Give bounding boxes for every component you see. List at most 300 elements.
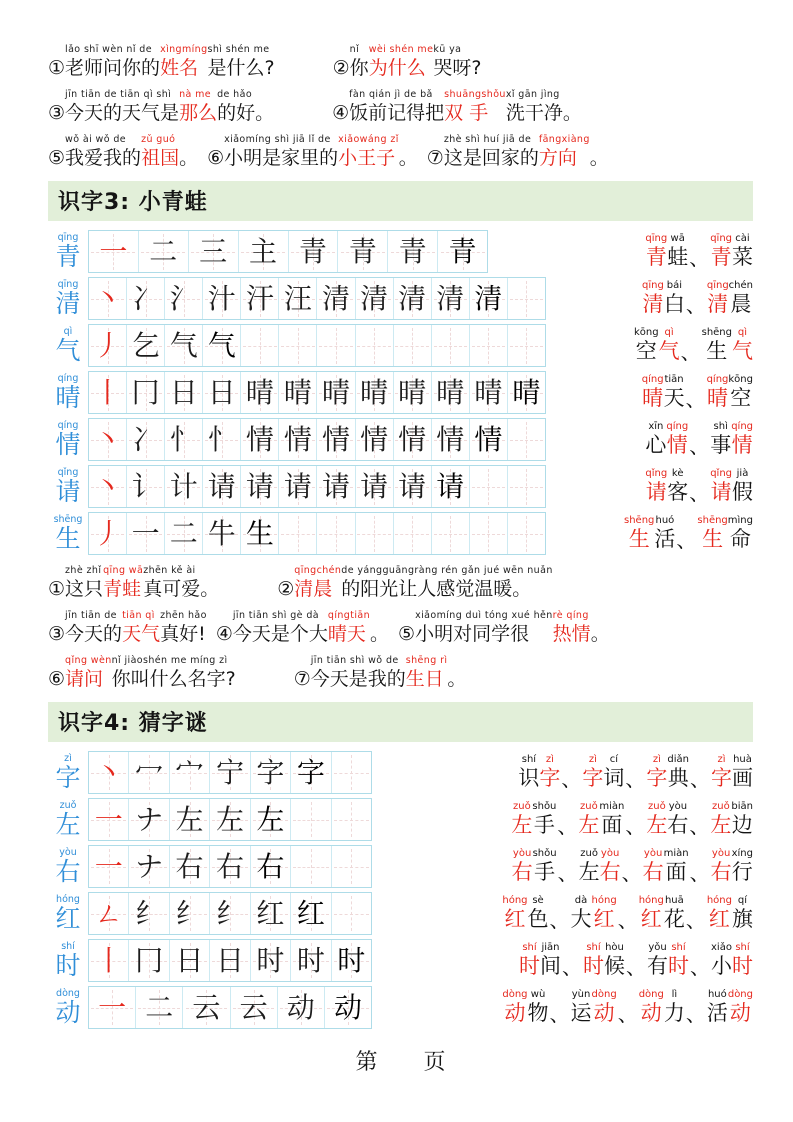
char-label-char: 红	[55, 903, 81, 933]
stroke-cell	[165, 325, 203, 366]
word-pinyin: biān	[731, 800, 753, 812]
stroke-glyph: 左	[175, 802, 204, 836]
sentence-number: ⑤	[398, 622, 416, 645]
stroke-cell	[89, 325, 127, 366]
stroke-cell	[241, 419, 279, 460]
word-pinyin: huó	[707, 988, 727, 1000]
word-pinyin: dòng	[502, 988, 528, 1000]
char-label	[48, 233, 88, 270]
stroke-cell	[129, 940, 169, 981]
word-pinyin: shí	[521, 753, 537, 765]
word-text: 白	[663, 292, 685, 317]
sentence-text: 的好。	[217, 101, 275, 124]
stroke-cell	[279, 419, 317, 460]
stroke-cell	[508, 372, 545, 413]
word-pinyin: yòu	[512, 847, 532, 859]
stroke-grid	[88, 986, 372, 1029]
sentence-group-b	[48, 565, 753, 692]
stroke-grid	[88, 371, 546, 414]
stroke-cell	[356, 466, 394, 507]
pinyin-text: wǒ ài wǒ de	[65, 133, 127, 145]
stroke-glyph: 字	[296, 755, 325, 789]
word-list	[634, 327, 753, 365]
stroke-cell	[241, 325, 279, 366]
word-text: 气	[732, 339, 753, 364]
word-text: 字	[711, 765, 732, 790]
word-char	[645, 468, 667, 506]
sentence-text: 我爱我的	[65, 146, 142, 169]
word-char	[702, 327, 732, 365]
stroke-cell	[127, 278, 165, 319]
sentence-segment	[506, 89, 582, 126]
stroke-glyph: 丨	[93, 375, 122, 409]
stroke-cell	[89, 513, 127, 554]
word-pinyin: shì	[713, 421, 728, 433]
word-char	[533, 848, 557, 886]
stroke-cell	[394, 419, 432, 460]
word-char	[728, 374, 753, 412]
sentence-segment	[350, 44, 369, 81]
char-label-pinyin: qīng	[57, 279, 79, 291]
word-pinyin: shí	[586, 941, 601, 953]
stroke-glyph: 讠	[131, 469, 160, 503]
word-text: 运	[570, 1000, 592, 1025]
sentence	[398, 610, 610, 647]
stroke-cell	[356, 372, 394, 413]
word-char	[732, 942, 753, 980]
word-pinyin: hóng	[706, 894, 732, 906]
stroke-glyph: 日	[207, 375, 236, 409]
stroke-cell	[332, 752, 371, 793]
stroke-cell	[251, 799, 291, 840]
word-char	[731, 421, 753, 459]
char-label	[48, 848, 88, 885]
word-char	[519, 942, 540, 980]
sentence-segment	[65, 655, 112, 692]
word-char	[697, 515, 727, 553]
word-char	[659, 327, 680, 365]
word-item	[624, 515, 675, 553]
stroke-cell	[332, 940, 371, 981]
stroke-cell	[165, 513, 203, 554]
sentence-segment	[349, 89, 444, 126]
stroke-cell	[356, 278, 394, 319]
char-label-char: 清	[55, 289, 81, 319]
word-pinyin: mìng	[727, 515, 753, 527]
word-char	[668, 942, 689, 980]
stroke-cell	[508, 419, 545, 460]
word-text: 蛙	[667, 245, 689, 270]
stroke-cell	[317, 278, 355, 319]
word-char	[604, 942, 625, 980]
word-text: 动	[640, 1000, 662, 1025]
word-char	[592, 895, 617, 933]
word-pinyin: diǎn	[667, 753, 689, 765]
pinyin-text: fàn qián jì de bǎ	[349, 88, 433, 100]
word-char	[732, 233, 753, 271]
sentence-segment	[433, 44, 481, 81]
word-char	[583, 942, 604, 980]
stroke-cell	[291, 799, 331, 840]
stroke-cell	[470, 372, 508, 413]
stroke-cell	[356, 419, 394, 460]
stroke-grid	[88, 939, 372, 982]
char-row	[48, 230, 753, 274]
word-text: 色	[527, 906, 549, 931]
word-pinyin: zuǒ	[580, 847, 598, 859]
sentence-text: 。	[447, 667, 467, 690]
char-row	[48, 418, 753, 462]
word-char	[710, 468, 732, 506]
sentence-text: 小明对同学很	[415, 622, 530, 645]
stroke-glyph: 气	[207, 328, 236, 362]
pinyin-text: xǐ gān jìng	[505, 88, 560, 100]
word-pinyin: zì	[545, 753, 554, 765]
word-text: 力	[663, 1000, 685, 1025]
pinyin-text: wèi shén me	[368, 44, 434, 55]
word-text: 清	[707, 292, 729, 317]
stroke-glyph: 清	[474, 281, 503, 315]
stroke-cell	[317, 325, 355, 366]
sentence-segment	[65, 44, 160, 81]
stroke-cell	[89, 278, 127, 319]
word-pinyin: cí	[609, 753, 619, 765]
word-char	[579, 848, 600, 886]
sentence-text: 。	[398, 146, 418, 169]
sentence-segment	[143, 565, 219, 602]
sentence	[48, 655, 236, 692]
stroke-glyph: ナ	[135, 849, 164, 883]
pinyin-text: zǔ guó	[141, 133, 176, 145]
word-char	[711, 754, 732, 792]
stroke-cell	[470, 325, 508, 366]
stroke-cell	[210, 893, 250, 934]
stroke-cell	[325, 987, 371, 1028]
char-label-pinyin: dòng	[56, 987, 80, 999]
char-label-pinyin: qì	[63, 326, 73, 338]
stroke-glyph: 晴	[436, 375, 465, 409]
word-text: 左	[511, 812, 533, 837]
pinyin-text: kū ya	[433, 44, 462, 55]
word-char	[578, 801, 599, 839]
word-pinyin: qíng	[731, 421, 753, 433]
sentence	[332, 89, 582, 126]
word-char	[711, 942, 732, 980]
word-item	[645, 421, 688, 459]
sentence-line	[48, 44, 753, 81]
word-pinyin: chén	[728, 280, 753, 292]
pinyin-text: qǐng wèn	[65, 654, 112, 666]
pinyin-text: jīn tiān shì gè dà	[232, 609, 319, 621]
stroke-glyph: 动	[333, 990, 362, 1024]
char-label-pinyin: qǐng	[57, 467, 79, 479]
stroke-cell	[251, 893, 291, 934]
pinyin-text: zhè shì huí jiā de	[443, 133, 532, 145]
char-label-pinyin: shí	[61, 940, 75, 952]
stroke-glyph: 二	[149, 234, 178, 268]
stroke-glyph: 牛	[207, 516, 236, 550]
sentence-segment	[179, 146, 198, 171]
word-pinyin: yùn	[571, 988, 591, 1000]
stroke-cell	[165, 278, 203, 319]
word-pinyin: kōng	[728, 374, 753, 386]
stroke-cell	[231, 987, 278, 1028]
char-label-pinyin: yòu	[59, 846, 77, 858]
sentence-number: ④	[215, 622, 233, 645]
word-text: 左	[646, 812, 668, 837]
stroke-glyph: 二	[169, 516, 198, 550]
stroke-cell	[317, 372, 355, 413]
stroke-cell	[241, 278, 279, 319]
sentence-segment	[122, 610, 160, 647]
word-text: 右	[642, 859, 664, 884]
stroke-cell	[165, 372, 203, 413]
sentence-text: 双 手	[444, 101, 489, 124]
stroke-glyph: 冂	[135, 943, 164, 977]
pinyin-text: zhè zhǐ	[65, 564, 102, 576]
char-table-shizi3	[48, 230, 753, 556]
stroke-glyph: 请	[322, 469, 351, 503]
word-item	[646, 801, 688, 839]
sentence-text: 今天是我的	[310, 667, 406, 690]
sentence-segment	[590, 146, 609, 171]
word-pinyin: zuǒ	[712, 800, 730, 812]
sentence-line	[48, 134, 753, 171]
sentence-segment	[224, 134, 338, 171]
stroke-cell	[251, 846, 291, 887]
stroke-cell	[394, 513, 432, 554]
word-text: 右	[599, 859, 621, 884]
sentence-segment	[328, 610, 370, 647]
stroke-glyph: 情	[360, 422, 389, 456]
stroke-cell	[251, 940, 291, 981]
word-pinyin: xiǎo	[711, 941, 732, 953]
word-pinyin: jià	[736, 468, 749, 480]
char-label-pinyin: shēng	[53, 514, 83, 526]
word-item	[519, 942, 561, 980]
word-text: 活	[706, 1000, 728, 1025]
stroke-glyph: 一	[99, 234, 128, 268]
word-pinyin: dà	[574, 894, 588, 906]
stroke-grid	[88, 751, 372, 794]
stroke-cell	[129, 846, 169, 887]
word-pinyin: lì	[671, 988, 678, 1000]
char-label-char: 气	[55, 336, 81, 366]
stroke-cell	[317, 419, 355, 460]
stroke-glyph: 云	[192, 990, 221, 1024]
word-separator: 、	[549, 907, 570, 932]
sentence-number: ⑤	[48, 146, 66, 169]
word-char	[707, 280, 729, 318]
word-list	[645, 421, 753, 459]
word-separator: 、	[626, 954, 646, 979]
stroke-cell	[241, 372, 279, 413]
sentence-number: ②	[332, 56, 350, 79]
word-pinyin: hóng	[502, 894, 528, 906]
stroke-cell	[239, 231, 289, 272]
word-pinyin: sè	[532, 894, 544, 906]
stroke-glyph: 气	[169, 328, 198, 362]
sentence	[277, 565, 553, 602]
word-text: 右	[710, 859, 732, 884]
char-label-pinyin: qíng	[57, 420, 79, 432]
word-item	[707, 989, 753, 1027]
stroke-glyph: 丶	[93, 281, 122, 315]
word-char	[707, 895, 732, 933]
word-list	[642, 280, 753, 318]
stroke-cell	[203, 466, 241, 507]
word-char	[664, 280, 685, 318]
sentence-number: ①	[48, 577, 66, 600]
stroke-cell	[394, 325, 432, 366]
word-text: 行	[731, 859, 753, 884]
word-pinyin: miàn	[663, 847, 689, 859]
word-text: 面	[665, 859, 687, 884]
sentence	[48, 89, 274, 126]
stroke-glyph: 晴	[474, 375, 503, 409]
word-separator: 、	[690, 954, 710, 979]
word-item	[571, 989, 617, 1027]
stroke-cell	[356, 325, 394, 366]
char-row	[48, 371, 753, 415]
stroke-glyph: 情	[245, 422, 274, 456]
word-char	[664, 374, 685, 412]
word-text: 晴	[706, 386, 728, 411]
sentence-segment	[103, 565, 143, 602]
word-item	[642, 280, 685, 318]
sentence-segment	[65, 610, 122, 647]
stroke-glyph: 请	[245, 469, 274, 503]
word-pinyin: qì	[664, 327, 674, 339]
stroke-glyph: 云	[239, 990, 268, 1024]
word-text: 动	[729, 1000, 751, 1025]
word-pinyin: hóng	[591, 894, 617, 906]
word-pinyin: huā	[664, 894, 684, 906]
word-text: 典	[667, 765, 689, 790]
sentence-text: 你	[349, 56, 369, 79]
sentence-text: 今天的天气是	[65, 101, 180, 124]
sentence-number: ①	[48, 56, 66, 79]
stroke-cell	[279, 372, 317, 413]
stroke-cell	[210, 752, 250, 793]
stroke-cell	[241, 466, 279, 507]
char-row	[48, 324, 753, 368]
sentence	[48, 134, 198, 171]
word-char	[502, 895, 527, 933]
word-pinyin: shǒu	[532, 847, 557, 859]
word-pinyin: qí	[737, 894, 748, 906]
stroke-cell	[89, 419, 127, 460]
pinyin-text: shì shén me	[207, 44, 270, 55]
stroke-cell	[89, 799, 129, 840]
word-item	[697, 515, 753, 553]
word-pinyin: qīng	[642, 280, 664, 292]
char-label	[48, 515, 88, 552]
word-char	[639, 989, 664, 1027]
word-text: 请	[645, 480, 667, 505]
word-item	[502, 895, 548, 933]
stroke-glyph: 情	[283, 422, 312, 456]
word-pinyin: yòu	[668, 800, 688, 812]
word-char	[639, 895, 664, 933]
char-label-char: 晴	[55, 383, 81, 413]
word-item	[634, 327, 680, 365]
sentence	[333, 44, 482, 81]
stroke-glyph: 汪	[283, 281, 312, 315]
word-item	[711, 848, 753, 886]
footer-ye: 页	[423, 1049, 446, 1075]
sentence-text: 青蛙	[103, 577, 142, 600]
word-char	[667, 233, 688, 271]
word-text: 间	[540, 953, 561, 978]
stroke-cell	[127, 419, 165, 460]
stroke-cell	[317, 513, 355, 554]
word-list	[519, 942, 753, 980]
pinyin-text: de yángguāngràng rén gǎn jué wēn nuǎn	[341, 564, 553, 576]
stroke-glyph: 丶	[93, 469, 122, 503]
word-char	[532, 801, 556, 839]
word-separator: 、	[557, 813, 578, 838]
stroke-glyph: 汗	[245, 281, 274, 315]
stroke-glyph: 生	[245, 516, 274, 550]
word-text: 气	[658, 339, 680, 364]
word-text: 青	[645, 245, 667, 270]
word-char	[732, 468, 753, 506]
word-pinyin: dòng	[727, 988, 753, 1000]
stroke-cell	[183, 987, 230, 1028]
word-text: 请	[710, 480, 732, 505]
stroke-glyph: 纟	[175, 896, 204, 930]
word-item	[639, 989, 685, 1027]
stroke-glyph: 时	[256, 943, 285, 977]
sentence-line	[48, 610, 753, 647]
word-char	[571, 895, 592, 933]
stroke-glyph: 氵	[169, 281, 198, 315]
word-separator: 、	[689, 245, 710, 270]
stroke-glyph: 晴	[360, 375, 389, 409]
word-pinyin: hòu	[605, 941, 624, 953]
sentence	[427, 134, 609, 171]
stroke-cell	[291, 940, 331, 981]
word-char	[592, 989, 617, 1027]
stroke-grid	[88, 512, 546, 555]
word-char	[571, 989, 592, 1027]
stroke-glyph: 右	[215, 849, 244, 883]
stroke-glyph: 一	[131, 516, 160, 550]
word-pinyin: jiān	[541, 941, 560, 953]
sentence-text: 是什么?	[207, 56, 275, 79]
stroke-cell	[241, 513, 279, 554]
char-label	[48, 989, 88, 1026]
sentence-text: 。	[179, 146, 199, 169]
stroke-grid	[88, 845, 372, 888]
sentence-number: ⑥	[207, 146, 225, 169]
section-header-label: 识字4: 猜字谜	[58, 711, 208, 737]
pinyin-text: xìngmíng	[160, 44, 208, 55]
stroke-cell	[289, 231, 339, 272]
char-table-shizi4	[48, 751, 753, 1030]
word-text: 面	[601, 812, 623, 837]
word-item	[642, 374, 685, 412]
word-text: 菜	[732, 245, 753, 270]
word-text: 时	[732, 953, 753, 978]
sentence-segment	[112, 655, 236, 692]
sentence-segment	[369, 44, 434, 81]
word-text: 左	[578, 812, 600, 837]
sentence-line	[48, 565, 753, 602]
word-separator: 、	[617, 1001, 638, 1026]
word-char	[710, 801, 731, 839]
